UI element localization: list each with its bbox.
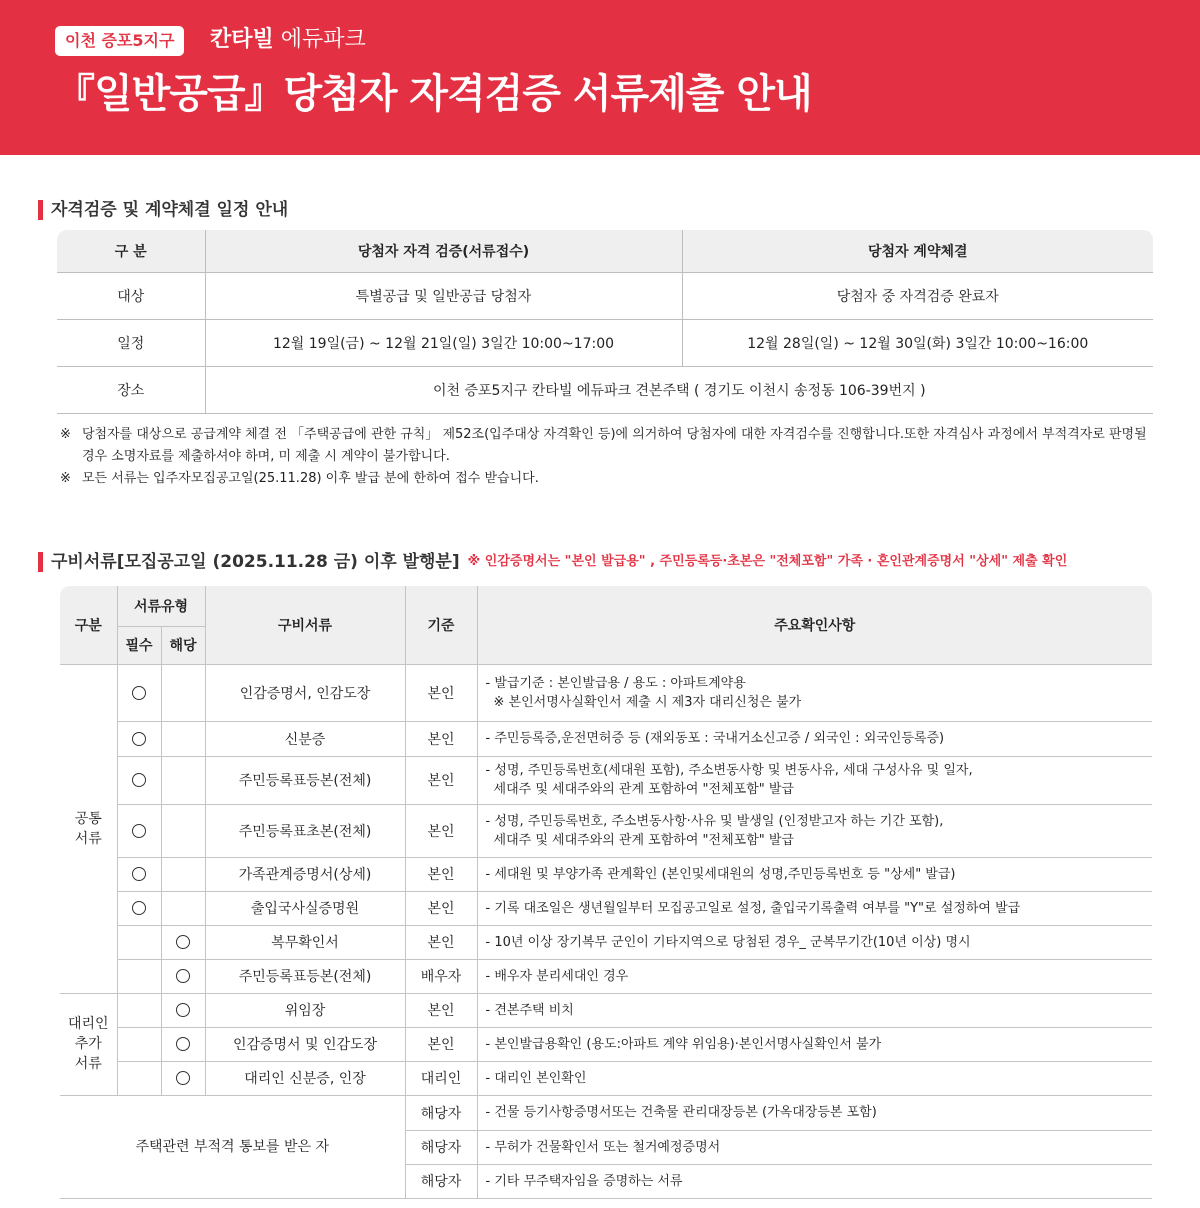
section2-note: ※ 인감증명서는 "본인 발급용" , 주민등록등·초본은 "전체포함" 가족 · 혼인관계증명서 "상세" 제출 확인: [467, 554, 1068, 569]
table-row: [60, 664, 1152, 721]
check-cell: [477, 664, 1152, 721]
check-cell: - 세대원 및 부양가족 관계확인 (본인및세대원의 성명,주민등록번호 등 "상세" 발급): [477, 857, 1152, 891]
check-cell: - 본인발급용확인 (용도:아파트 계약 위임용)·본인서명사실확인서 불가: [477, 1027, 1152, 1061]
basis-cell: 본인: [405, 891, 477, 925]
applicable-cell: [161, 891, 205, 925]
check-line: - 성명, 주민등록번호, 주소변동사항·사유 및 발생일 (인정받고자 하는 기간 포함),: [485, 813, 944, 829]
table-row: [57, 272, 1153, 319]
document-name: 주민등록표등본(전체): [205, 756, 405, 804]
cell: 특별공급 및 일반공급 당첨자: [205, 272, 682, 319]
table-row: [60, 1027, 1152, 1061]
basis-cell: 해당자: [405, 1164, 477, 1198]
table-row: [60, 1061, 1152, 1095]
table-row: [60, 756, 1152, 804]
applicable-cell: [161, 756, 205, 804]
circle-mark-icon: [176, 1037, 190, 1051]
check-cell: [477, 804, 1152, 857]
required-cell: [117, 1027, 161, 1061]
document-name: 가족관계증명서(상세): [205, 857, 405, 891]
basis-cell: 배우자: [405, 959, 477, 993]
cell: 당첨자 중 자격검증 완료자: [682, 272, 1153, 319]
circle-mark-icon: [176, 935, 190, 949]
document-name: 신분증: [205, 721, 405, 756]
required-cell: [117, 959, 161, 993]
required-cell: [117, 721, 161, 756]
brand-name: [210, 22, 366, 58]
header-category: 구분: [60, 586, 117, 664]
check-line: - 성명, 주민등록번호(세대원 포함), 주소변동사항 및 변동사유, 세대 구성사유 및 일자,: [485, 763, 973, 778]
cell: 12월 19일(금) ~ 12월 21일(일) 3일간 10:00~17:00: [205, 319, 682, 366]
required-cell: [117, 1061, 161, 1095]
basis-cell: 해당자: [405, 1130, 477, 1164]
check-line: 세대주 및 세대주와의 관계 포함하여 "전체포함" 발급: [493, 782, 794, 797]
required-cell: [117, 891, 161, 925]
check-cell: - 주민등록증,운전면허증 등 (재외동포 : 국내거소신고증 / 외국인 : 외국인등록증): [477, 721, 1152, 756]
check-cell: - 배우자 분리세대인 경우: [477, 959, 1152, 993]
applicable-cell: [161, 721, 205, 756]
header-banner: [0, 0, 1200, 155]
basis-cell: 본인: [405, 925, 477, 959]
header-checks: 주요확인사항: [477, 586, 1152, 664]
table-row: [60, 925, 1152, 959]
required-cell: [117, 756, 161, 804]
check-cell: - 기록 대조일은 생년월일부터 모집공고일로 설정, 출입국기록출력 여부를 "Y"로 설정하여 발급: [477, 891, 1152, 925]
section-bar: [38, 552, 43, 572]
row-label: 일정: [57, 319, 205, 366]
check-line: - 발급기준 : 본인발급용 / 용도 : 아파트계약용: [485, 675, 746, 691]
documents-header-row: [60, 586, 1152, 626]
documents-table: [60, 586, 1152, 1199]
basis-cell: 본인: [405, 993, 477, 1027]
circle-mark-icon: [132, 824, 146, 838]
circle-mark-icon: [176, 1071, 190, 1085]
circle-mark-icon: [176, 969, 190, 983]
group-housing: 주택관련 부적격 통보를 받은 자: [60, 1095, 405, 1198]
note-text: 당첨자를 대상으로 공급계약 체결 전 「주택공급에 관한 규칙」 제52조(입주대상 자격확인 등)에 의거하여 당첨자에 대한 자격검수를 진행합니다.또한 자격심사 과정에서 부적격자로 판명될 경우 소명자료를 제출하셔야 하며, 미 제출 시 계약이 불가합니다.: [82, 427, 1147, 464]
check-cell: - 견본주택 비치: [477, 993, 1152, 1027]
applicable-cell: [161, 804, 205, 857]
document-name: 주민등록표등본(전체): [205, 959, 405, 993]
location-tag: 이천 증포5지구: [55, 26, 184, 56]
applicable-cell: [161, 925, 205, 959]
basis-cell: 본인: [405, 804, 477, 857]
document-name: 복무확인서: [205, 925, 405, 959]
cell: 12월 28일(일) ~ 12월 30일(화) 3일간 10:00~16:00: [682, 319, 1153, 366]
circle-mark-icon: [132, 686, 146, 700]
row-label: 대상: [57, 272, 205, 319]
section2-title-text: 구비서류[모집공고일 (2025.11.28 금) 이후 발행분]: [51, 552, 460, 572]
note-mark: ※: [60, 427, 71, 442]
table-row: [60, 959, 1152, 993]
schedule-notes: [60, 424, 1160, 490]
table-row: [57, 319, 1153, 366]
cell: 이천 증포5지구 칸타빌 에듀파크 견본주택 ( 경기도 이천시 송정동 106-39번지 ): [205, 366, 1153, 413]
circle-mark-icon: [132, 901, 146, 915]
header-documents: 구비서류: [205, 586, 405, 664]
applicable-cell: [161, 1027, 205, 1061]
check-cell: - 건물 등기사항증명서또는 건축물 관리대장등본 (가옥대장등본 포함): [477, 1095, 1152, 1130]
schedule-header-row: [57, 230, 1153, 272]
document-name: 주민등록표초본(전체): [205, 804, 405, 857]
document-name: 출입국사실증명원: [205, 891, 405, 925]
section1-title-text: 자격검증 및 계약체결 일정 안내: [51, 200, 289, 220]
header-required: 필수: [117, 626, 161, 664]
circle-mark-icon: [132, 867, 146, 881]
table-row: [57, 366, 1153, 413]
applicable-cell: [161, 959, 205, 993]
document-name: 위임장: [205, 993, 405, 1027]
required-cell: [117, 993, 161, 1027]
check-line: 세대주 및 세대주와의 관계 포함하여 "전체포함" 발급: [493, 832, 794, 848]
table-row: [60, 804, 1152, 857]
basis-cell: 해당자: [405, 1095, 477, 1130]
basis-cell: 본인: [405, 1027, 477, 1061]
document-name: 인감증명서, 인감도장: [205, 664, 405, 721]
table-row: [60, 891, 1152, 925]
table-row: [60, 1095, 1152, 1130]
basis-cell: 대리인: [405, 1061, 477, 1095]
applicable-cell: [161, 993, 205, 1027]
basis-cell: 본인: [405, 756, 477, 804]
basis-cell: 본인: [405, 664, 477, 721]
section1-title: [38, 199, 288, 221]
schedule-header-category: 구 분: [57, 230, 205, 272]
table-row: [60, 857, 1152, 891]
check-cell: - 기타 무주택자임을 증명하는 서류: [477, 1164, 1152, 1198]
schedule-table: [57, 230, 1153, 414]
table-row: [60, 993, 1152, 1027]
section2-title: [38, 551, 1067, 573]
brand-rest: 에듀파크: [280, 27, 366, 52]
applicable-cell: [161, 857, 205, 891]
group-proxy: 대리인 추가 서류: [60, 993, 117, 1095]
group-common: 공통 서류: [60, 664, 117, 993]
required-cell: [117, 804, 161, 857]
page-title: 『일반공급』당첨자 자격검증 서류제출 안내: [55, 71, 812, 117]
circle-mark-icon: [132, 773, 146, 787]
row-label: 장소: [57, 366, 205, 413]
basis-cell: 본인: [405, 721, 477, 756]
required-cell: [117, 664, 161, 721]
note-text: 모든 서류는 입주자모집공고일(25.11.28) 이후 발급 분에 한하여 접수 받습니다.: [82, 471, 539, 486]
table-row: [60, 721, 1152, 756]
header-basis: 기준: [405, 586, 477, 664]
document-name: 인감증명서 및 인감도장: [205, 1027, 405, 1061]
circle-mark-icon: [176, 1003, 190, 1017]
note-item: [60, 424, 1160, 468]
schedule-header-contract: 당첨자 계약체결: [682, 230, 1153, 272]
applicable-cell: [161, 1061, 205, 1095]
basis-cell: 본인: [405, 857, 477, 891]
note-item: [60, 468, 1160, 490]
check-line: ※ 본인서명사실확인서 제출 시 제3자 대리신청은 불가: [493, 694, 802, 710]
note-mark: ※: [60, 471, 71, 486]
header-applicable: 해당: [161, 626, 205, 664]
check-cell: - 10년 이상 장기복무 군인이 기타지역으로 당첨된 경우_ 군복무기간(10년 이상) 명시: [477, 925, 1152, 959]
header-doc-type: 서류유형: [117, 586, 205, 626]
schedule-header-verification: 당첨자 자격 검증(서류접수): [205, 230, 682, 272]
circle-mark-icon: [132, 732, 146, 746]
applicable-cell: [161, 664, 205, 721]
check-cell: - 무허가 건물확인서 또는 철거예정증명서: [477, 1130, 1152, 1164]
document-name: 대리인 신분증, 인장: [205, 1061, 405, 1095]
required-cell: [117, 925, 161, 959]
check-cell: - 대리인 본인확인: [477, 1061, 1152, 1095]
check-cell: [477, 756, 1152, 804]
brand-bold: 칸타빌: [210, 27, 274, 52]
section-bar: [38, 200, 43, 220]
required-cell: [117, 857, 161, 891]
